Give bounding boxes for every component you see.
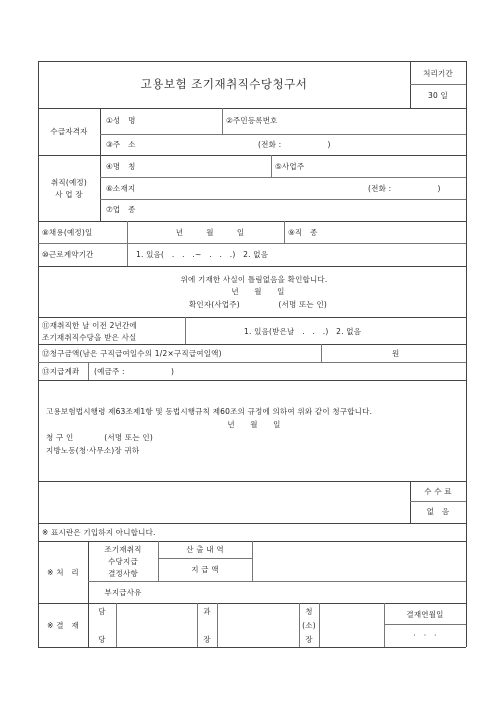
employer-name-label: ④명 칭 <box>106 162 136 171</box>
processing-col1 <box>88 541 89 603</box>
processing-period-value: 30 일 <box>428 91 448 100</box>
hire-date-value: 년 월 일 <box>175 228 245 237</box>
confirmation-line-1: 위에 기재한 사실이 틀림없음을 확인합니다. <box>180 275 328 284</box>
recipient-phone-label: (전화 : ) <box>258 140 331 149</box>
account-label: ⑬지급계좌 <box>42 367 80 376</box>
fee-bottom <box>38 523 466 524</box>
recipient-bottom <box>38 155 466 156</box>
approval-manager-top: 과 <box>203 607 211 616</box>
hire-date-label: ⑧채용(예정)일 <box>42 228 93 237</box>
confirmation-date: 년 월 일 <box>231 287 285 296</box>
prior-receipt-value: 1. 있음(받은날 . . .) 2. 없음 <box>244 327 362 336</box>
account-holder: (예금주 : ) <box>94 367 175 376</box>
approval-col4 <box>217 603 218 647</box>
fee-value: 없 음 <box>426 507 450 516</box>
processing-row-divider <box>88 581 466 582</box>
non-payment-reason-label: 부지급사유 <box>104 588 142 597</box>
declaration-line-1: 고용보험법시행령 제63조제1항 및 동법시행규칙 제60조의 규정에 의하여 위와 같이 청구합니다. <box>46 407 373 416</box>
processing-col2 <box>158 541 159 581</box>
employer-owner-label: ⑤사업주 <box>275 162 305 171</box>
decision-label-3: 결정사항 <box>108 569 138 578</box>
approval-section-label: ※ 결 재 <box>47 621 79 630</box>
declaration-date: 년 월 일 <box>227 420 281 429</box>
recipient-section-label: 수급자격자 <box>50 127 88 136</box>
recipient-col-divider <box>100 108 101 155</box>
approval-staff-top: 담 <box>98 607 106 616</box>
processing-col3 <box>252 541 253 581</box>
processing-section-label: ※ 처 리 <box>47 568 79 577</box>
payment-amount-label: 지 급 액 <box>191 565 219 574</box>
approval-col6 <box>319 603 320 647</box>
header-bottom <box>38 108 466 109</box>
confirmation-signer: 확인자(사업주) (서명 또는 인) <box>188 300 328 309</box>
resident-no-label: ②주민등록번호 <box>226 116 278 125</box>
claim-amount-label: ⑫청구금액(남은 구직급여일수의 1/2×구직급여일액) <box>42 349 222 358</box>
hire-date-divider <box>284 221 285 243</box>
processing-bottom <box>38 603 466 604</box>
decision-label-1: 조기재취직 <box>104 545 142 554</box>
frame-bottom <box>38 647 466 648</box>
account-divider <box>88 362 89 380</box>
account-bottom <box>38 380 466 381</box>
employer-row1-divider <box>100 177 466 178</box>
approval-chief-mid: (소) <box>302 621 316 630</box>
approval-chief-bottom: 장 <box>305 635 313 644</box>
claim-amount-unit: 원 <box>392 349 400 358</box>
employer-col-divider <box>100 155 101 221</box>
prior-receipt-divider <box>185 317 186 344</box>
approval-col1 <box>88 603 89 647</box>
decision-label-2: 수당지급 <box>108 557 138 566</box>
approval-col7 <box>384 603 385 647</box>
prior-receipt-label-2: 조기재취직수당을 받은 사실 <box>42 333 137 342</box>
name-label: ①성 명 <box>106 116 136 125</box>
approval-manager-bottom: 장 <box>203 635 211 644</box>
job-type-label: ⑨직 종 <box>288 228 318 237</box>
employer-section-label-1: 취직(예정) <box>50 178 88 187</box>
employer-phone-label: (전화 : ) <box>368 184 441 193</box>
prior-receipt-label-1: ⑪재취직한 날 이전 2년간에 <box>42 321 137 330</box>
claim-amount-bottom <box>38 362 466 363</box>
frame-left <box>38 61 39 647</box>
declaration-claimant: 청 구 인 (서명 또는 인) <box>46 433 153 442</box>
employer-location-label: ⑥소재지 <box>106 184 136 193</box>
approval-date-value: · · · <box>413 631 437 640</box>
employer-name-divider <box>271 155 272 177</box>
address-label: ③주 소 <box>106 140 136 149</box>
fee-sub-divider <box>410 501 466 502</box>
recipient-name-divider <box>222 108 223 134</box>
approval-col3 <box>197 603 198 647</box>
approval-date-divider <box>384 624 466 625</box>
confirmation-bottom <box>38 317 466 318</box>
contract-period-label: ⑩근로계약기간 <box>42 250 94 259</box>
calc-details-label: 산 출 내 역 <box>186 545 224 554</box>
declaration-addressee: 지방노동(청·사무소)장 귀하 <box>46 446 140 455</box>
employer-row2-divider <box>100 199 466 200</box>
approval-date-label: 결재연월일 <box>406 610 444 619</box>
processing-period-label: 처리기간 <box>423 69 453 78</box>
office-use-note: ※ 표시란은 기입하지 아니합니다. <box>42 528 156 537</box>
employer-industry-label: ⑦업 종 <box>106 205 136 214</box>
employment-bottom <box>38 266 466 267</box>
claim-amount-divider <box>321 344 322 362</box>
header-sub-divider <box>410 84 466 85</box>
frame-top <box>38 61 466 62</box>
processing-sub-divider <box>158 558 252 559</box>
approval-col5 <box>299 603 300 647</box>
approval-staff-bottom: 당 <box>98 635 106 644</box>
fee-top <box>38 481 466 482</box>
employment-row-divider <box>38 243 466 244</box>
form-title: 고용보험 조기재취직수당청구서 <box>140 77 308 91</box>
employer-bottom <box>38 221 466 222</box>
contract-period-value: 1. 있음( . . .~ . . .) 2. 없음 <box>136 250 269 259</box>
approval-col2 <box>116 603 117 647</box>
employer-section-label-2: 사 업 장 <box>55 190 83 199</box>
recipient-row-divider <box>100 134 466 135</box>
frame-right <box>466 61 467 647</box>
prior-receipt-bottom <box>38 344 466 345</box>
fee-label: 수 수 료 <box>424 487 452 496</box>
approval-chief-top: 청 <box>305 607 313 616</box>
fee-divider <box>410 481 411 523</box>
